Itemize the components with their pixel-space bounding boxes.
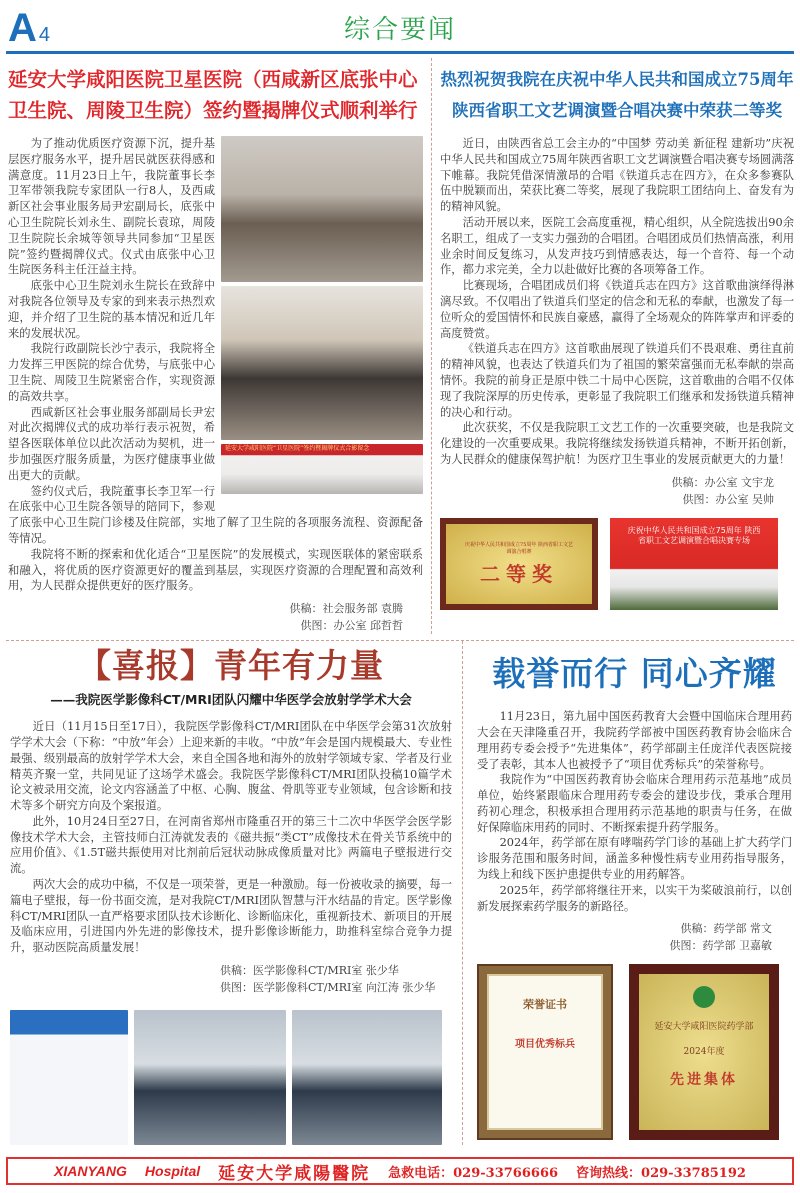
photo-banner-text: 延安大学咸阳医院“卫星医院”签约暨揭牌仪式合影留念 bbox=[225, 445, 370, 452]
paragraph: 2024年，药学部在原有哮喘药学门诊的基础上扩大药学门诊服务范围和服务时间，涵盖多种慢性病专业用药指导服务，为线上和线下医护患提供专业的用药解答。 bbox=[477, 836, 792, 882]
paragraph: 我院作为“中国医药教育协会临床合理用药示范基地”成员单位，始终紧跟临床合理用药专委会的建设步伐，秉承合理用药初心理念，积极承担合理用药示范基地的职责与任务，在做好保障临床用药的同时、不断探索提升药学服务。 bbox=[477, 773, 792, 834]
byline-photo: 供图：办公室 邱哲哲 bbox=[300, 619, 403, 633]
paragraph: 为了推动优质医疗资源下沉，提升基层医疗服务水平，提升居民就医获得感和满意度。11月23日上午，我院董事长李卫军带领我院专家团队一行8人，及西咸新区社会事业服务局尹宏副局长，底张中心卫生院院长刘永生、副院长袁琼，周陵卫生院院长余城等领导共同参加“卫星医院”签约暨揭牌仪式。仪式由底张中心卫生院医务科主任汪益主持。 bbox=[8, 137, 215, 277]
paragraph: 底张中心卫生院刘永生院长在致辞中对我院各位领导及专家的到来表示热烈欢迎，并介绍了卫生院的基本情况和近几年来的发展状况。 bbox=[8, 279, 215, 340]
visit-photo bbox=[221, 286, 423, 440]
article4-body bbox=[477, 709, 792, 914]
page-number-digit: 4 bbox=[38, 24, 51, 46]
choir-stage-photo bbox=[610, 518, 778, 610]
article1-headline[interactable] bbox=[8, 64, 423, 126]
emblem-icon bbox=[693, 986, 715, 1008]
article3-credits bbox=[10, 962, 452, 996]
article1-credits bbox=[8, 600, 423, 634]
footer-banner bbox=[6, 1157, 794, 1185]
article4-headline[interactable]: 载誉而行 同心齐耀 bbox=[492, 654, 777, 694]
page-number bbox=[8, 6, 50, 57]
footer-en-left: XIANYANG bbox=[54, 1163, 127, 1180]
paragraph: 两次大会的成功中稿，不仅是一项荣誉，更是一种激励。每一份被收录的摘要，每一篇电子壁报，每一份书面交流，是对我院CT/MRI团队智慧与汗水结晶的肯定。医学影像科CT/MRI团队一直严格要求团队技术诊断化、诊断临床化，重视新技术、新项目的开展及临床应用，引进国内外先进的影像技术，提升影像诊断能力，助推科室综合竞争力提升，驱动医院高质量发展！ bbox=[10, 878, 452, 955]
signing-ceremony-photo bbox=[221, 136, 423, 282]
plaque-award: 先进集体 bbox=[670, 1072, 738, 1089]
paragraph: 比赛现场，合唱团成员们将《铁道兵志在四方》这首歌曲演绎得淋漓尽致。不仅唱出了铁道兵们坚定的信念和无私的奉献，也激发了每一位听众的爱国情怀和民族自豪感，赢得了全场观众的阵阵掌声和评委的高度赞赏。 bbox=[440, 279, 794, 340]
plaque-year: 2024年度 bbox=[683, 1047, 725, 1058]
article2 bbox=[432, 58, 794, 634]
top-row bbox=[6, 58, 794, 634]
section-title: 综合要闻 bbox=[343, 15, 456, 45]
article3-headline[interactable]: 【喜报】青年有力量 bbox=[78, 646, 384, 686]
paragraph: 2025年，药学部将继往开来，以实干为桨破浪前行，以创新发展探索药学服务的新路径。 bbox=[477, 883, 792, 913]
headline-line: 卫生院、周陵卫生院）签约暨揭牌仪式顺利举行 bbox=[8, 99, 418, 122]
headline-line: 陕西省职工文艺调演暨合唱决赛中荣获二等奖 bbox=[452, 101, 782, 120]
article4-photos bbox=[477, 964, 792, 1140]
article2-headline[interactable] bbox=[440, 64, 794, 126]
article3-photos bbox=[10, 1010, 452, 1145]
stage-banner: 庆祝中华人民共和国成立75周年 陕西省职工文艺调演暨合唱决赛专场 bbox=[627, 525, 761, 545]
article1-photos bbox=[221, 136, 423, 494]
article2-photos bbox=[440, 518, 794, 610]
article3-body bbox=[10, 719, 452, 956]
page-content bbox=[6, 58, 794, 1185]
collective-plaque-photo bbox=[629, 964, 779, 1140]
header-rule bbox=[6, 51, 794, 54]
byline-text: 供稿：办公室 文宇龙 bbox=[671, 475, 774, 489]
hospital-logo-text: 延安大学咸陽醫院 bbox=[218, 1163, 371, 1184]
headline-line: 热烈祝贺我院在庆祝中华人民共和国成立75周年 bbox=[440, 70, 794, 89]
paragraph: 活动开展以来，医院工会高度重视，精心组织，从全院选拔出90余名职工，组成了一支实力强劲的合唱团。合唱团成员们热情高涨，利用业余时间反复练习，从发声技巧到情感表达，每一个音符、每一个动作，都力求完美，全力以赴做好比赛的各项筹备工作。 bbox=[440, 215, 794, 277]
article4-credits bbox=[477, 920, 792, 954]
article3 bbox=[6, 641, 463, 1145]
paragraph: 《铁道兵志在四方》这首歌曲展现了铁道兵们不畏艰难、勇往直前的精神风貌，也表达了铁道兵们为了祖国的繁荣富强而无私奉献的崇高情怀。我院的前身正是原中铁二十局中心医院，这首歌曲的合唱不仅体现了我院深厚的历史传承，更彰显了我院职工们继承和发扬铁道兵精神的决心和行动。 bbox=[440, 342, 794, 419]
paragraph: 此外，10月24日至27日，在河南省郑州市隆重召开的第三十二次中华医学会医学影像技术学术大会，主管技师白江涛就发表的《磁共振“类CT”成像技术在骨关节系统中的应用价值》、《1.5T磁共振使用对比剂前后冠状动脉成像质量对比》两篇电子壁报进行交流。 bbox=[10, 814, 452, 876]
cert-title: 荣誉证书 bbox=[523, 998, 567, 1012]
paragraph: 近日，由陕西省总工会主办的“中国梦 劳动美 新征程 建新功”庆祝中华人民共和国成立75周年陕西省职工文艺调演暨合唱决赛专场圆满落下帷幕。我院凭借深情激昂的合唱《铁道兵志在四方》，在众多参赛队伍中脱颖而出，荣获比赛二等奖，展现了我院职工团结向上、奋发有为的精神风貌。 bbox=[440, 137, 794, 214]
plaque-org: 延安大学咸阳医院药学部 bbox=[654, 1022, 754, 1033]
page-letter: A bbox=[8, 6, 37, 50]
byline-photo: 供图：办公室 吴帅 bbox=[682, 492, 774, 506]
article3-subtitle: ——我院医学影像科CT/MRI团队闪耀中华医学会放射学学术大会 bbox=[50, 692, 412, 708]
honor-certificate-photo bbox=[477, 964, 613, 1140]
article1-body bbox=[8, 136, 423, 594]
emergency-phone: 急救电话：029-33766666 bbox=[388, 1165, 559, 1181]
paragraph: 签约仪式后，我院董事长李卫军一行在底张中心卫生院各领导的陪同下，参观了底张中心卫生院门诊楼及住院部，实地了解了卫生院的各项服务流程、资源配备等情况。 bbox=[8, 484, 423, 545]
paragraph: 此次获奖，不仅是我院职工文艺工作的一次重要突破，也是我院文化建设的一次重要成果。我院将继续发扬铁道兵精神，不断开拓创新，为人民群众的健康保驾护航！为医疗卫生事业的发展贡献更大的力量！ bbox=[440, 421, 794, 466]
paragraph: 近日（11月15日至17日），我院医学影像科CT/MRI团队在中华医学会第31次放射学学术大会（下称：“中放”年会）上迎来新的丰收。“中放”年会是国内规模最大、专业性最强、级别最高的放射学学术大会，来自全国各地和海外的放射学领域专家、学者及行业精英齐聚一堂，共同见证了这场学术盛会。我院医学影像科CT/MRI团队投稿10篇学术论文被录用交流，论文内容涵盖了中枢、心胸、腹盆、骨肌等亚专业领域，包含诊断和技术等多个研究方向及个案报道。 bbox=[10, 720, 452, 813]
article2-body bbox=[440, 136, 794, 468]
e-poster-screenshot bbox=[10, 1010, 128, 1145]
bottom-row bbox=[6, 641, 794, 1145]
paragraph: 我院行政副院长沙宁表示，我院将全力发挥三甲医院的综合优势，与底张中心卫生院、周陵卫生院紧密合作，实现资源的高效共享。 bbox=[8, 342, 215, 403]
plaque-header: 庆祝中华人民共和国成立75周年 陕西省职工文艺调演合唱赛 bbox=[465, 541, 573, 555]
footer-en-right: Hospital bbox=[144, 1163, 201, 1180]
article1 bbox=[6, 58, 432, 634]
hotline-phone: 咨询热线：029-33785192 bbox=[576, 1165, 746, 1181]
cert-award: 项目优秀标兵 bbox=[515, 1039, 575, 1051]
byline-photo: 供图：医学影像科CT/MRI室 向江涛 张少华 bbox=[220, 981, 436, 995]
paragraph: 我院将不断的探索和优化适合“卫星医院”的发展模式，实现医联体的紧密联系和融入，将优质的医疗资源更好的覆盖到基层，实现医疗资源的合理配置和高效利用，为人民群众提供更好的医疗服务。 bbox=[8, 547, 423, 593]
article2-credits bbox=[440, 474, 794, 508]
group-photo bbox=[221, 444, 423, 494]
paragraph: 11月23日，第九届中国医药教育大会暨中国临床合理用药大会在天津隆重召开，我院药学部被中国医药教育协会临床合理用药专委会授予“先进集体”，药学部副主任庞洋代表医院接受了表彰，其本人也被授予了“项目优秀标兵”的荣誉称号。 bbox=[477, 710, 792, 771]
paragraph: 西咸新区社会事业服务部副局长尹宏对此次揭牌仪式的成功举行表示祝贺，希望各医联体单位以此次活动为契机，进一步加强医疗服务质量，为医疗健康事业做出更大的贡献。 bbox=[8, 405, 215, 482]
byline-text: 供稿：医学影像科CT/MRI室 张少华 bbox=[220, 964, 399, 978]
plaque-award: 二等奖 bbox=[480, 561, 558, 586]
award-plaque-photo bbox=[440, 518, 598, 610]
byline-text: 供稿：社会服务部 袁腾 bbox=[289, 602, 403, 616]
byline-text: 供稿：药学部 常文 bbox=[680, 922, 772, 936]
presenter-photo bbox=[292, 1010, 442, 1145]
article4 bbox=[463, 641, 794, 1145]
conference-photo bbox=[134, 1010, 286, 1145]
byline-photo: 供图：药学部 卫嘉敏 bbox=[669, 939, 772, 953]
headline-line: 延安大学咸阳医院卫星医院（西咸新区底张中心 bbox=[8, 68, 418, 91]
